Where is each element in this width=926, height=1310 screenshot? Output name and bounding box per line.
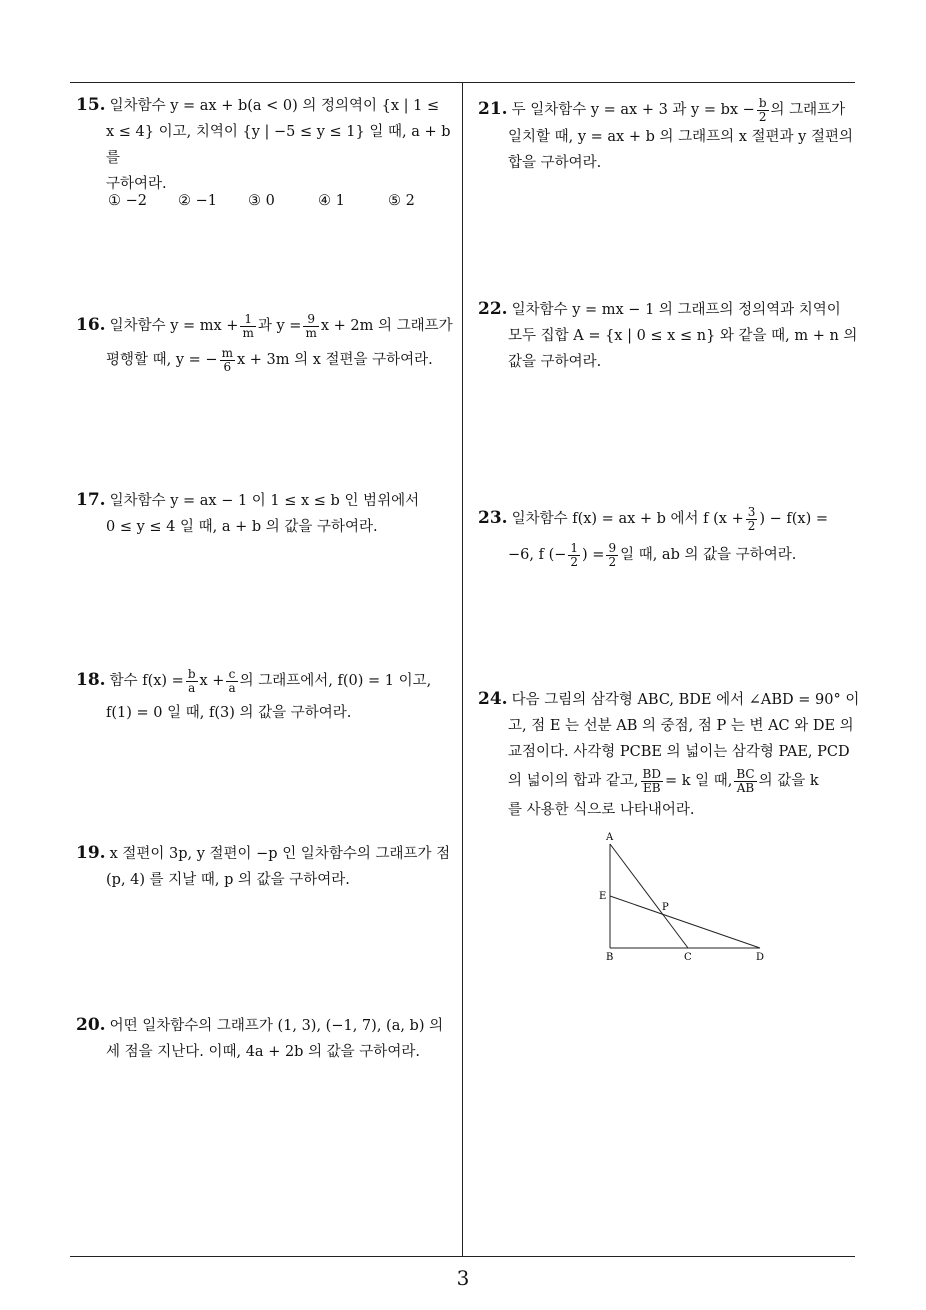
problem-text: 일차함수 y = ax + b(a < 0) 의 정의역이 {x | 1 ≤ xyxy=(109,98,440,114)
problem-text: 일차함수 f(x) = ax + b 에서 f xyxy=(511,511,709,527)
fraction: $\frac{1}{2}$ xyxy=(570,540,579,569)
problem-text: 0 ≤ y ≤ 4 일 때, a + b 의 값을 구하여라. xyxy=(106,519,378,535)
problem-text: (x + xyxy=(713,511,744,527)
problem-16 xyxy=(76,308,458,377)
problem-17 xyxy=(76,487,458,540)
problem-21 xyxy=(478,96,860,176)
problem-text: 구하여라. xyxy=(106,176,167,192)
problem-text: = k 일 때, xyxy=(664,773,733,789)
fraction: $\frac{b}{2}$ xyxy=(758,95,767,124)
problem-text: (p, 4) 를 지날 때, p 의 값을 구하여라. xyxy=(106,872,350,888)
choice-2[interactable]: ② −1 xyxy=(178,193,217,209)
problem-text: 의 그래프가 xyxy=(770,102,846,118)
triangle-figure xyxy=(596,828,776,968)
label-C: C xyxy=(684,952,692,963)
choice-5[interactable]: ⑤ 2 xyxy=(388,193,415,209)
problem-text: ) = xyxy=(582,547,605,563)
label-B: B xyxy=(606,952,614,963)
problem-number: 21. xyxy=(478,99,508,119)
problem-number: 23. xyxy=(478,508,508,528)
problem-number: 16. xyxy=(76,315,106,335)
choice-4[interactable]: ④ 1 xyxy=(318,193,345,209)
problem-22 xyxy=(478,296,860,375)
label-P: P xyxy=(662,902,669,913)
problem-20 xyxy=(76,1012,458,1065)
bottom-rule xyxy=(70,1256,855,1257)
problem-number: 17. xyxy=(76,490,106,510)
problem-text: 일차함수 y = mx − 1 의 그래프의 정의역과 치역이 xyxy=(511,302,841,318)
fraction: $\frac{BC}{AB}$ xyxy=(736,766,755,795)
fraction: $\frac{3}{2}$ xyxy=(747,504,756,533)
answer-choices xyxy=(108,193,458,209)
problem-text: x + xyxy=(199,673,225,689)
problem-text: 고, 점 E 는 선분 AB 의 중점, 점 P 는 변 AC 와 DE 의 xyxy=(508,718,854,734)
problem-24 xyxy=(478,686,860,823)
problem-text: 일치할 때, y = ax + b 의 그래프의 x 절편과 y 절편의 xyxy=(508,128,853,145)
problem-text: 일차함수 y = ax − 1 이 1 ≤ x ≤ b 인 범위에서 xyxy=(109,493,420,509)
problem-number: 19. xyxy=(76,843,106,863)
problem-text: f(1) = 0 일 때, f(3) 의 값을 구하여라. xyxy=(106,705,352,721)
problem-text: x + 2m 의 그래프가 xyxy=(320,318,453,334)
fraction: $\frac{c}{a}$ xyxy=(228,666,236,695)
problem-number: 22. xyxy=(478,299,508,319)
fraction: $\frac{9}{m}$ xyxy=(305,311,317,340)
problem-text: 일 때, ab 의 값을 구하여라. xyxy=(620,547,797,563)
problem-text: 일차함수 y = mx + xyxy=(109,318,239,334)
problem-text: 다음 그림의 삼각형 ABC, BDE 에서 ∠ABD = 90° 이 xyxy=(511,692,860,708)
problem-text: 과 y = xyxy=(257,318,302,334)
problem-23 xyxy=(478,500,860,573)
problem-text: 모두 집합 A = {x | 0 ≤ x ≤ n} 와 같을 때, m + n 의 xyxy=(508,328,858,344)
label-D: D xyxy=(756,952,765,963)
choice-1[interactable]: ① −2 xyxy=(108,193,147,209)
problem-text: 함수 f(x) = xyxy=(109,673,184,689)
problem-text: 어떤 일차함수의 그래프가 (1, 3), (−1, 7), (a, b) 의 xyxy=(109,1018,444,1034)
problem-19 xyxy=(76,840,458,893)
problem-18 xyxy=(76,664,458,729)
problem-text: 두 일차함수 y = ax + 3 과 y = bx − xyxy=(511,102,755,118)
problem-text: 의 넓이의 합과 같고, xyxy=(508,773,639,789)
problem-number: 18. xyxy=(76,670,106,690)
column-divider xyxy=(462,82,463,1256)
label-E: E xyxy=(599,891,607,902)
problem-text: 를 사용한 식으로 나타내어라. xyxy=(508,802,695,818)
fraction: $\frac{m}{6}$ xyxy=(221,345,233,374)
segment-AC xyxy=(610,844,688,948)
problem-text: x ≤ 4} 이고, 치역이 {y | −5 ≤ y ≤ 1} 일 때, a + b 를 xyxy=(106,124,451,166)
problem-text: 세 점을 지난다. 이때, 4a + 2b 의 값을 구하여라. xyxy=(106,1044,420,1060)
problem-15 xyxy=(76,92,458,197)
choice-3[interactable]: ③ 0 xyxy=(248,193,275,209)
problem-number: 15. xyxy=(76,95,106,115)
fraction: $\frac{1}{m}$ xyxy=(242,311,254,340)
problem-number: 24. xyxy=(478,689,508,709)
problem-text: ) − f(x) = xyxy=(759,511,829,527)
fraction: $\frac{9}{2}$ xyxy=(608,540,617,569)
problem-text: 값을 구하여라. xyxy=(508,354,602,370)
problem-text: 교점이다. 사각형 PCBE 의 넓이는 삼각형 PAE, PCD xyxy=(508,744,850,760)
segment-ED xyxy=(610,896,760,948)
fraction: $\frac{b}{a}$ xyxy=(187,666,196,695)
label-A: A xyxy=(606,832,614,843)
problem-number: 20. xyxy=(76,1015,106,1035)
page-number: 3 xyxy=(456,1266,470,1290)
fraction: $\frac{BD}{EB}$ xyxy=(642,766,661,795)
problem-text: x + 3m 의 x 절편을 구하여라. xyxy=(236,352,433,368)
problem-text: (− xyxy=(548,547,567,563)
problem-text: −6, f xyxy=(508,547,544,563)
problem-text: 의 그래프에서, f(0) = 1 이고, xyxy=(239,673,432,689)
problem-text: x 절편이 3p, y 절편이 −p 인 일차함수의 그래프가 점 xyxy=(109,846,451,862)
problem-text: 합을 구하여라. xyxy=(508,154,602,171)
problem-text: 의 값을 k xyxy=(758,773,819,789)
problem-text: 평행할 때, y = − xyxy=(106,352,218,368)
